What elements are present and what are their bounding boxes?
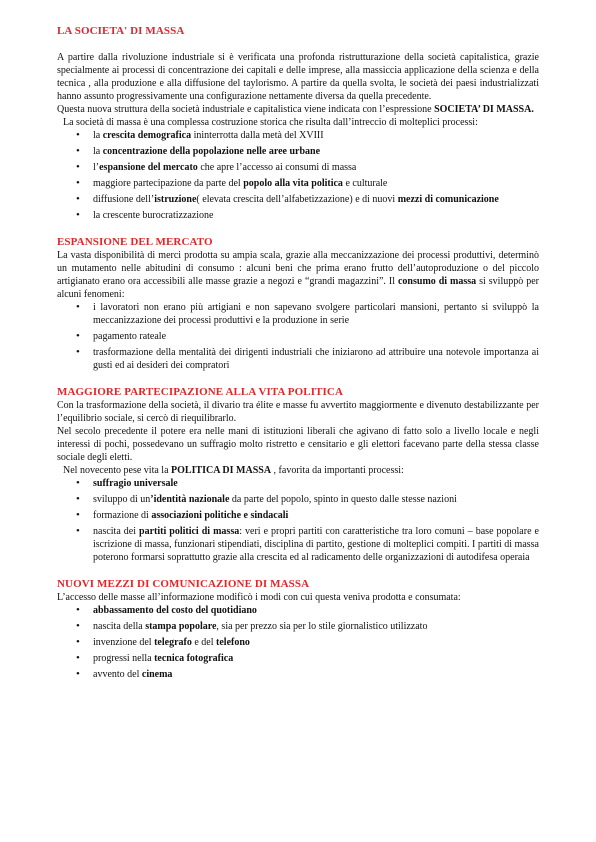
mercato-paragraph: La vasta disponibilità di merci prodotta su ampia scala, grazie alla meccanizzazione dei processi produttivi, determinò un mutamento nelle abitudini di consumo : alcuni beni che prima erano frutto dell’autoproduzione o del piccolo artigianato erano ora accessibili alle masse grazie a negozi e “grandi magazzini”. Il consumo di massa si sviluppò per alcuni fenomeni: xyxy=(57,250,539,300)
list-item: • nascita dei partiti politici di massa: veri e propri partiti con caratteristiche tra loro comuni – base popolare e iscrizione di massa, funzionari stipendiati, disciplina di partito, gestione di molteplici compiti. I partiti di massa poterono formarsi soprattutto grazie alla crescita ed al radicamento delle organizzazioni di autodifesa operaia xyxy=(93,525,539,564)
politica-paragraph-3: Nel novecento pese vita la POLITICA DI MASSA , favorita da importanti processi: xyxy=(63,465,404,476)
list-item: • trasformazione della mentalità dei dirigenti industriali che iniziarono ad attribuire una notevole importanza ai gusti ed ai desideri dei compratori xyxy=(93,346,539,372)
politica-paragraph-1: Con la trasformazione della società, il divario tra élite e masse fu avvertito maggiormente e divenuto destabilizzante per l’equilibrio sociale, si cercò di riequilibrarlo. xyxy=(57,400,539,424)
list-item: • nascita della stampa popolare, sia per prezzo sia per lo stile giornalistico utilizzato xyxy=(93,620,539,633)
politica-list xyxy=(57,477,539,564)
list-item: • la crescente burocratizzazione xyxy=(93,209,539,222)
list-item: • pagamento rateale xyxy=(93,330,539,343)
document-title: LA SOCIETA' DI MASSA xyxy=(57,25,185,37)
intro-processes: La società di massa è una complessa costruzione storica che risulta dall’intreccio di molteplici processi: xyxy=(63,117,478,128)
section-heading-comunicazione: NUOVI MEZZI DI COMUNICAZIONE DI MASSA xyxy=(57,578,310,590)
list-item: • abbassamento del costo del quotidiano xyxy=(93,604,539,617)
politica-paragraph-2: Nel secolo precedente il potere era nelle mani di istituzioni liberali che agivano di fatto solo a livello locale e negli interessi di pochi, possedevano un suffragio molto ristretto e censitario e gli elettori facevano parte della stessa classe sociale degli eletti. xyxy=(57,426,539,463)
list-item: • suffragio universale xyxy=(93,477,539,490)
mercato-list xyxy=(57,301,539,372)
intro-definition: Questa nuova struttura della società industriale e capitalistica viene indicata con l’espressione SOCIETA’ DI MASSA. xyxy=(57,104,534,115)
list-item: • la concentrazione della popolazione nelle aree urbane xyxy=(93,145,539,158)
list-item: • diffusione dell’istruzione( elevata crescita dell’alfabetizzazione) e di nuovi mezzi di comunicazione xyxy=(93,193,539,206)
comunicazione-paragraph: L’accesso delle masse all’informazione modificò i modi con cui questa veniva prodotta e consumata: xyxy=(57,592,461,603)
list-item: • i lavoratori non erano più artigiani e non sapevano svolgere particolari mansioni, pertanto si sviluppò la meccanizzazione dei processi produttivi e la produzione in serie xyxy=(93,301,539,327)
list-item: • l’espansione del mercato che apre l’accesso ai consumi di massa xyxy=(93,161,539,174)
list-item: • sviluppo di un’identità nazionale da parte del popolo, spinto in questo dalle stesse nazioni xyxy=(93,493,539,506)
list-item: • invenzione del telegrafo e del telefono xyxy=(93,636,539,649)
section-heading-mercato: ESPANSIONE DEL MERCATO xyxy=(57,236,213,248)
comunicazione-list xyxy=(57,604,539,681)
intro-process-list xyxy=(57,129,539,222)
document-page xyxy=(57,24,539,684)
list-item: • la crescita demografica ininterrotta dalla metà del XVIII xyxy=(93,129,539,142)
intro-paragraph: A partire dalla rivoluzione industriale si è verificata una profonda ristrutturazione della società capitalistica, grazie specialmente ai processi di concentrazione dei capitali e delle imprese, alla massiccia applicazione della scienza e della tecnica , alla produzione e alla diffusione del taylorismo. A partire da quella svolta, le società dei paesi industrializzati hanno assunto progressivamente una configurazione nettamente diversa da quella precedente. xyxy=(57,52,539,102)
list-item: • formazione di associazioni politiche e sindacali xyxy=(93,509,539,522)
list-item: • avvento del cinema xyxy=(93,668,539,681)
list-item: • maggiore partecipazione da parte del popolo alla vita politica e culturale xyxy=(93,177,539,190)
list-item: • progressi nella tecnica fotografica xyxy=(93,652,539,665)
section-heading-politica: MAGGIORE PARTECIPAZIONE ALLA VITA POLITICA xyxy=(57,386,343,398)
